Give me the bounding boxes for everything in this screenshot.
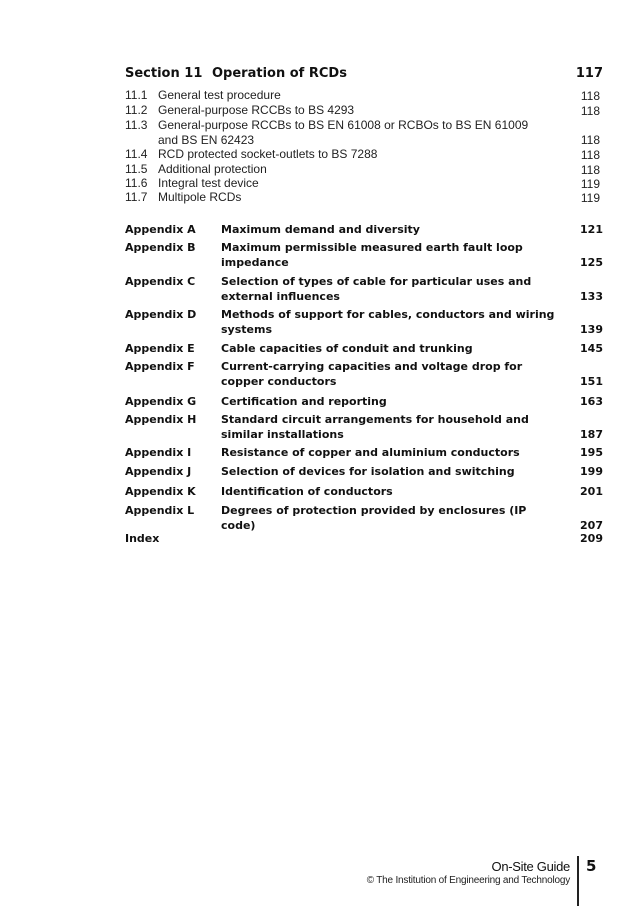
appendix-page: 151: [580, 375, 603, 388]
appendix-title: Cable capacities of conduit and trunking: [221, 342, 473, 355]
appendix-label: Appendix D: [125, 308, 197, 321]
subsection-number: 11.6: [125, 176, 148, 190]
appendix-entry: [125, 484, 603, 499]
subsection-title: RCD protected socket-outlets to BS 7288: [158, 147, 378, 161]
appendix-title: Selection of types of cable for particular uses and external influences: [221, 275, 532, 303]
appendix-page: 139: [580, 323, 603, 336]
section-page: 117: [575, 66, 603, 81]
subsection-number: 11.7: [125, 190, 148, 204]
appendix-page: 125: [580, 256, 603, 269]
appendix-page: 207: [580, 519, 603, 532]
subsection-number: 11.1: [125, 88, 148, 102]
subsection-title: Multipole RCDs: [158, 190, 242, 204]
subsection-page: 118: [580, 162, 600, 177]
appendix-page: 201: [580, 485, 603, 498]
subsection-entry: [125, 147, 603, 162]
footer-divider: [577, 856, 579, 906]
appendix-label: Appendix F: [125, 360, 195, 373]
subsection-page: 119: [580, 190, 600, 205]
appendix-label: Appendix I: [125, 446, 192, 459]
appendix-entry: [125, 274, 603, 304]
subsection-number: 11.5: [125, 162, 148, 176]
appendix-title: Degrees of protection provided by enclosures (IP code): [221, 504, 527, 532]
subsection-title: General-purpose RCCBs to BS 4293: [158, 103, 355, 117]
appendix-entry: [125, 464, 603, 479]
appendix-entry: [125, 394, 603, 409]
appendix-label: Appendix H: [125, 413, 197, 426]
appendix-label: Appendix A: [125, 223, 196, 236]
appendix-label: Appendix B: [125, 241, 196, 254]
appendix-entry: [125, 503, 603, 533]
subsection-page: 118: [580, 88, 600, 103]
index-label: Index: [125, 532, 160, 545]
appendix-label: Appendix C: [125, 275, 196, 288]
appendix-title: Maximum permissible measured earth fault loop impedance: [221, 241, 523, 269]
footer-book-title: On-Site Guide: [491, 859, 570, 874]
subsection-page: 118: [580, 132, 600, 147]
subsection-entry: [125, 190, 603, 205]
appendix-entry: [125, 240, 603, 270]
appendix-page: 187: [580, 428, 603, 441]
appendix-title: Certification and reporting: [221, 395, 387, 408]
appendix-title: Resistance of copper and aluminium conductors: [221, 446, 520, 459]
appendix-page: 199: [580, 465, 603, 478]
appendix-title: Standard circuit arrangements for household and similar installations: [221, 413, 529, 441]
appendix-label: Appendix G: [125, 395, 197, 408]
index-page: 209: [580, 532, 603, 545]
subsection-title: General-purpose RCCBs to BS EN 61008 or RCBOs to BS EN 61009 and BS EN 62423: [158, 118, 529, 147]
appendix-entry: [125, 445, 603, 460]
subsection-title: Integral test device: [158, 176, 259, 190]
subsection-number: 11.4: [125, 147, 148, 161]
appendix-entry: [125, 359, 603, 389]
appendix-title: Selection of devices for isolation and switching: [221, 465, 515, 478]
subsection-entry: [125, 162, 603, 177]
footer-copyright: © The Institution of Engineering and Technology: [366, 875, 570, 886]
appendix-entry: [125, 341, 603, 356]
appendix-entry: [125, 222, 603, 237]
appendix-entry: [125, 307, 603, 337]
page-number: 5: [586, 857, 597, 875]
section-number: Section 11: [125, 66, 203, 81]
subsection-title: General test procedure: [158, 88, 281, 102]
index-entry: [125, 531, 603, 546]
appendix-title: Methods of support for cables, conductors and wiring systems: [221, 308, 555, 336]
appendix-page: 145: [580, 342, 603, 355]
appendix-title: Maximum demand and diversity: [221, 223, 420, 236]
section-title: Operation of RCDs: [212, 66, 347, 81]
subsection-page: 118: [580, 147, 600, 162]
subsection-title: Additional protection: [158, 162, 267, 176]
subsection-entry: [125, 176, 603, 191]
subsection-number: 11.2: [125, 103, 148, 117]
appendix-label: Appendix J: [125, 465, 192, 478]
appendix-page: 195: [580, 446, 603, 459]
section-heading: [125, 66, 603, 84]
appendix-title: Identification of conductors: [221, 485, 393, 498]
appendix-title: Current-carrying capacities and voltage drop for copper conductors: [221, 360, 523, 388]
subsection-entry: [125, 103, 603, 118]
subsection-number: 11.3: [125, 118, 148, 132]
appendix-label: Appendix E: [125, 342, 195, 355]
subsection-page: 118: [580, 103, 600, 118]
appendix-page: 121: [580, 223, 603, 236]
appendix-page: 133: [580, 290, 603, 303]
appendix-label: Appendix K: [125, 485, 196, 498]
subsection-page: 119: [580, 176, 600, 191]
subsection-entry: [125, 118, 603, 147]
appendix-label: Appendix L: [125, 504, 195, 517]
appendix-entry: [125, 412, 603, 442]
appendix-page: 163: [580, 395, 603, 408]
subsection-entry: [125, 88, 603, 103]
